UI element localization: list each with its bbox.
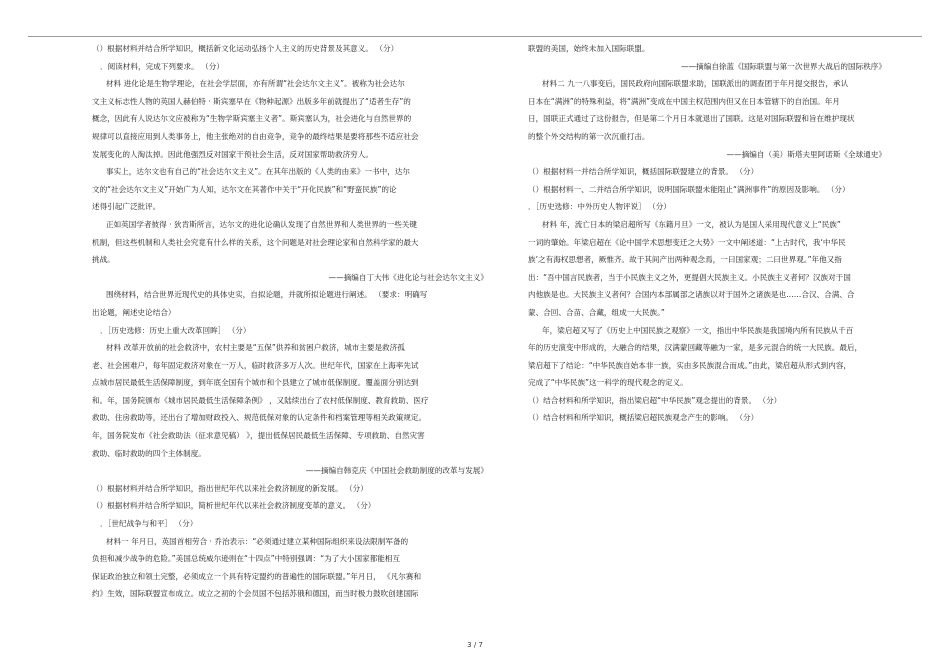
text-line: ．［历史选修：中外历史人物评说］ （分） [528,202,671,212]
text-line: 日，国联正式通过了这份报告，但是第二个月日本就退出了国联。这是对国际联盟和旨在维护现状 [528,114,855,124]
text-line: 年的历史演变中形成的，大融合的结果，汉满蒙回藏等融为一家，是多元混合的统一大民族。最后， [528,343,863,353]
text-line: 一词的肇始。年梁启超在《论中国学术思想变迁之大势》一文中阐述道：“上古时代，我‘中华民 [528,237,846,247]
page-number: 3 / 7 [467,641,483,649]
text-line: ——摘编自徐蓝《国际联盟与第一次世界大战后的国际秩序》 [680,61,886,71]
text-line: 族’之有海权思想者，厥惟齐。故于其间产出两种观念焉，一曰国家观；二曰世界观。”年他又指 [528,255,842,265]
text-line: 约》生效，国际联盟宣布成立。成立之初的个会员国不包括苏俄和德国，而当时极力鼓吹创建国际 [92,589,419,599]
text-line: 出：“吾中国言民族者，当于小民族主义之外，更提倡大民族主义。小民族主义者何？汉族对于国 [528,272,851,282]
right-column [528,40,890,427]
text-line: （）根据材料并结合所学知识，概括新文化运动弘扬个人主义的历史背景及其意义。 （分） [92,44,399,53]
text-line: 材料 进化论是生物学理论，在社会学层面，亦有所谓“社会达尔文主义”。被称为社会达尔 [106,79,405,89]
text-line: ．［世纪战争与和平］ （分） [100,519,198,529]
text-line: 出论题，阐述史论结合） [92,307,176,317]
text-line: （）结合材料和所学知识，概括梁启超民族观念产生的影响。 （分） [528,413,759,423]
text-line: （）根据材料并结合所学知识，简析世纪年代以来社会救济制度变革的意义。 （分） [92,501,376,511]
text-line: 蒙、合回、合苗、合藏，组成一大民族。” [528,307,665,317]
header-rule [28,36,922,37]
text-line: 保证政治独立和领土完整，必须成立一个具有特定盟约的普遍性的国际联盟。”年月日， 《凡尔赛和 [92,571,422,581]
text-line: 负担和减少战争的危险。”美国总统威尔逊则在“十四点”中特别强调：“为了大小国家都能相互 [92,554,401,564]
text-line: 日本在“满洲”的特殊利益，将“满洲”变成在中国主权范围内但又在日本管辖下的自治国。年月 [528,96,840,106]
text-line: 围绕材料，结合世界近现代史的具体史实，自拟论题，并就所拟论题进行阐述。 （要求：明确写 [106,290,428,300]
text-line: 挑战。 [92,255,115,265]
text-line: 材料 改革开放前的社会救济中，农村主要是“五保”供养和贫困户救济，城市主要是救济孤 [106,343,405,353]
text-line: 机制，但这些机制和人类社会究竟有什么样的关系，这个问题是对社会理论家和自然科学家的最大 [92,237,419,247]
text-line: ——摘编自韩克庆《中国社会救助制度的改革与发展》 [305,466,488,476]
text-line: 年，梁启超又写了《历史上中国民族之观察》一文，指出中华民族是我国境内所有民族从千百 [542,325,854,335]
text-line: （）根据材料一并结合所学知识，概括国际联盟建立的背景。 （分） [528,167,759,177]
text-line: （）根据材料并结合所学知识，指出世纪年代以来社会救济制度的新发展。 （分） [92,483,368,493]
text-line: 年，国务院发布《社会救助法（征求意见稿） 》，提出低保居民最低生活保障、专项救助、自然灾害 [92,431,425,441]
text-line: ．［历史选修：历史上重大改革回眸］ （分） [100,325,251,335]
text-line: 老、社会困难户，每年固定救济对象在一万人，临时救济多万人次。世纪年代，国家在上海率先试 [92,360,419,370]
text-line: 救助、临时救助的四个主体制度。 [92,448,206,458]
text-line: 的整个外交结构的第一次沉重打击。 [528,131,650,141]
text-line: 点城市居民最低生活保障制度，到年底全国有个城市和个县建立了城市低保制度。覆盖面分别达到 [92,378,419,388]
left-column [92,40,492,603]
text-line: 事实上，达尔文也有自己的“社会达尔文主义”。在其年出版的《人类的由来》一书中，达尔 [106,167,411,177]
text-line: 发展变化的人淘汰掉。因此他强烈反对国家干预社会生活，反对国家帮助救济穷人。 [92,149,373,159]
text-line: ——摘编自（美）斯塔夫里阿诺斯《全球通史》 [726,149,886,159]
text-line: 材料二 九一八事变后，国民政府向国际联盟求助，国联派出的调查团于年月提交报告，承认 [542,79,849,89]
text-line: ——摘编自丁大伟《进化论与社会达尔文主义》 [328,272,488,282]
text-line: 梁启超下了结论：“中华民族自始本非一族，实由多民族混合而成。”由此，梁启超从形式到内容， [528,360,852,370]
text-line: 规律可以直接应用到人类事务上，他主张绝对的自由竞争，竞争的最终结果是要将那些不适应社会 [92,131,419,141]
text-line: 材料一 年月日，英国首相劳合 · 乔治表示：“必须通过建立某种国际组织来设法限制军备的 [106,536,409,546]
text-line: 材料 年，流亡日本的梁启超所写《东籍月旦》一文，被认为是国人采用现代意义上“民族” [542,219,841,229]
text-line: 文主义标志性人物的英国人赫伯特 · 斯宾塞早在《物种起源》出版多年前就提出了“适者生存”的 [92,96,411,106]
text-line: ．阅读材料，完成下列要求。 （分） [100,61,224,71]
text-line: （）结合材料和所学知识，指出梁启超“中华民族”观念提出的背景。 （分） [528,395,782,405]
text-line: 概念，因此有人说达尔文应被称为“生物学斯宾塞主义者”。斯宾塞认为，社会进化与自然世界的 [92,114,412,124]
text-line: 救助、住房救助等，还出台了增加财政投入、规范低保对象的认定条件和档案管理等相关政策规定。 [92,413,427,423]
text-line: 文的“社会达尔文主义”开始广为人知，达尔文在其著作中关于“开化民族”和“野蛮民族”的论 [92,184,397,194]
text-line: 正如英国学者彼得 · 狄肯斯所言，达尔文的进化论确认发现了自然世界和人类世界的一些关键 [106,219,417,229]
text-line: 完成了“中华民族”这一科学的现代观念的定义。 [528,378,688,388]
text-line: （）根据材料一、二并结合所学知识，说明国际联盟未能阻止“满洲事件”的原因及影响。 （分） [528,184,850,194]
text-line: 和。年，国务院颁布《城市居民最低生活保障条例》 ，又陆续出台了农村低保制度、教育救助、医疗 [92,395,429,405]
text-line: 联盟的美国，始终未加入国际联盟。 [528,44,650,53]
text-line: 述得引起广泛批评。 [92,202,161,212]
text-line: 内他族是也。大民族主义者何？合国内本部属部之诸族以对于国外之诸族是也……合汉、合满、合 [528,290,855,300]
